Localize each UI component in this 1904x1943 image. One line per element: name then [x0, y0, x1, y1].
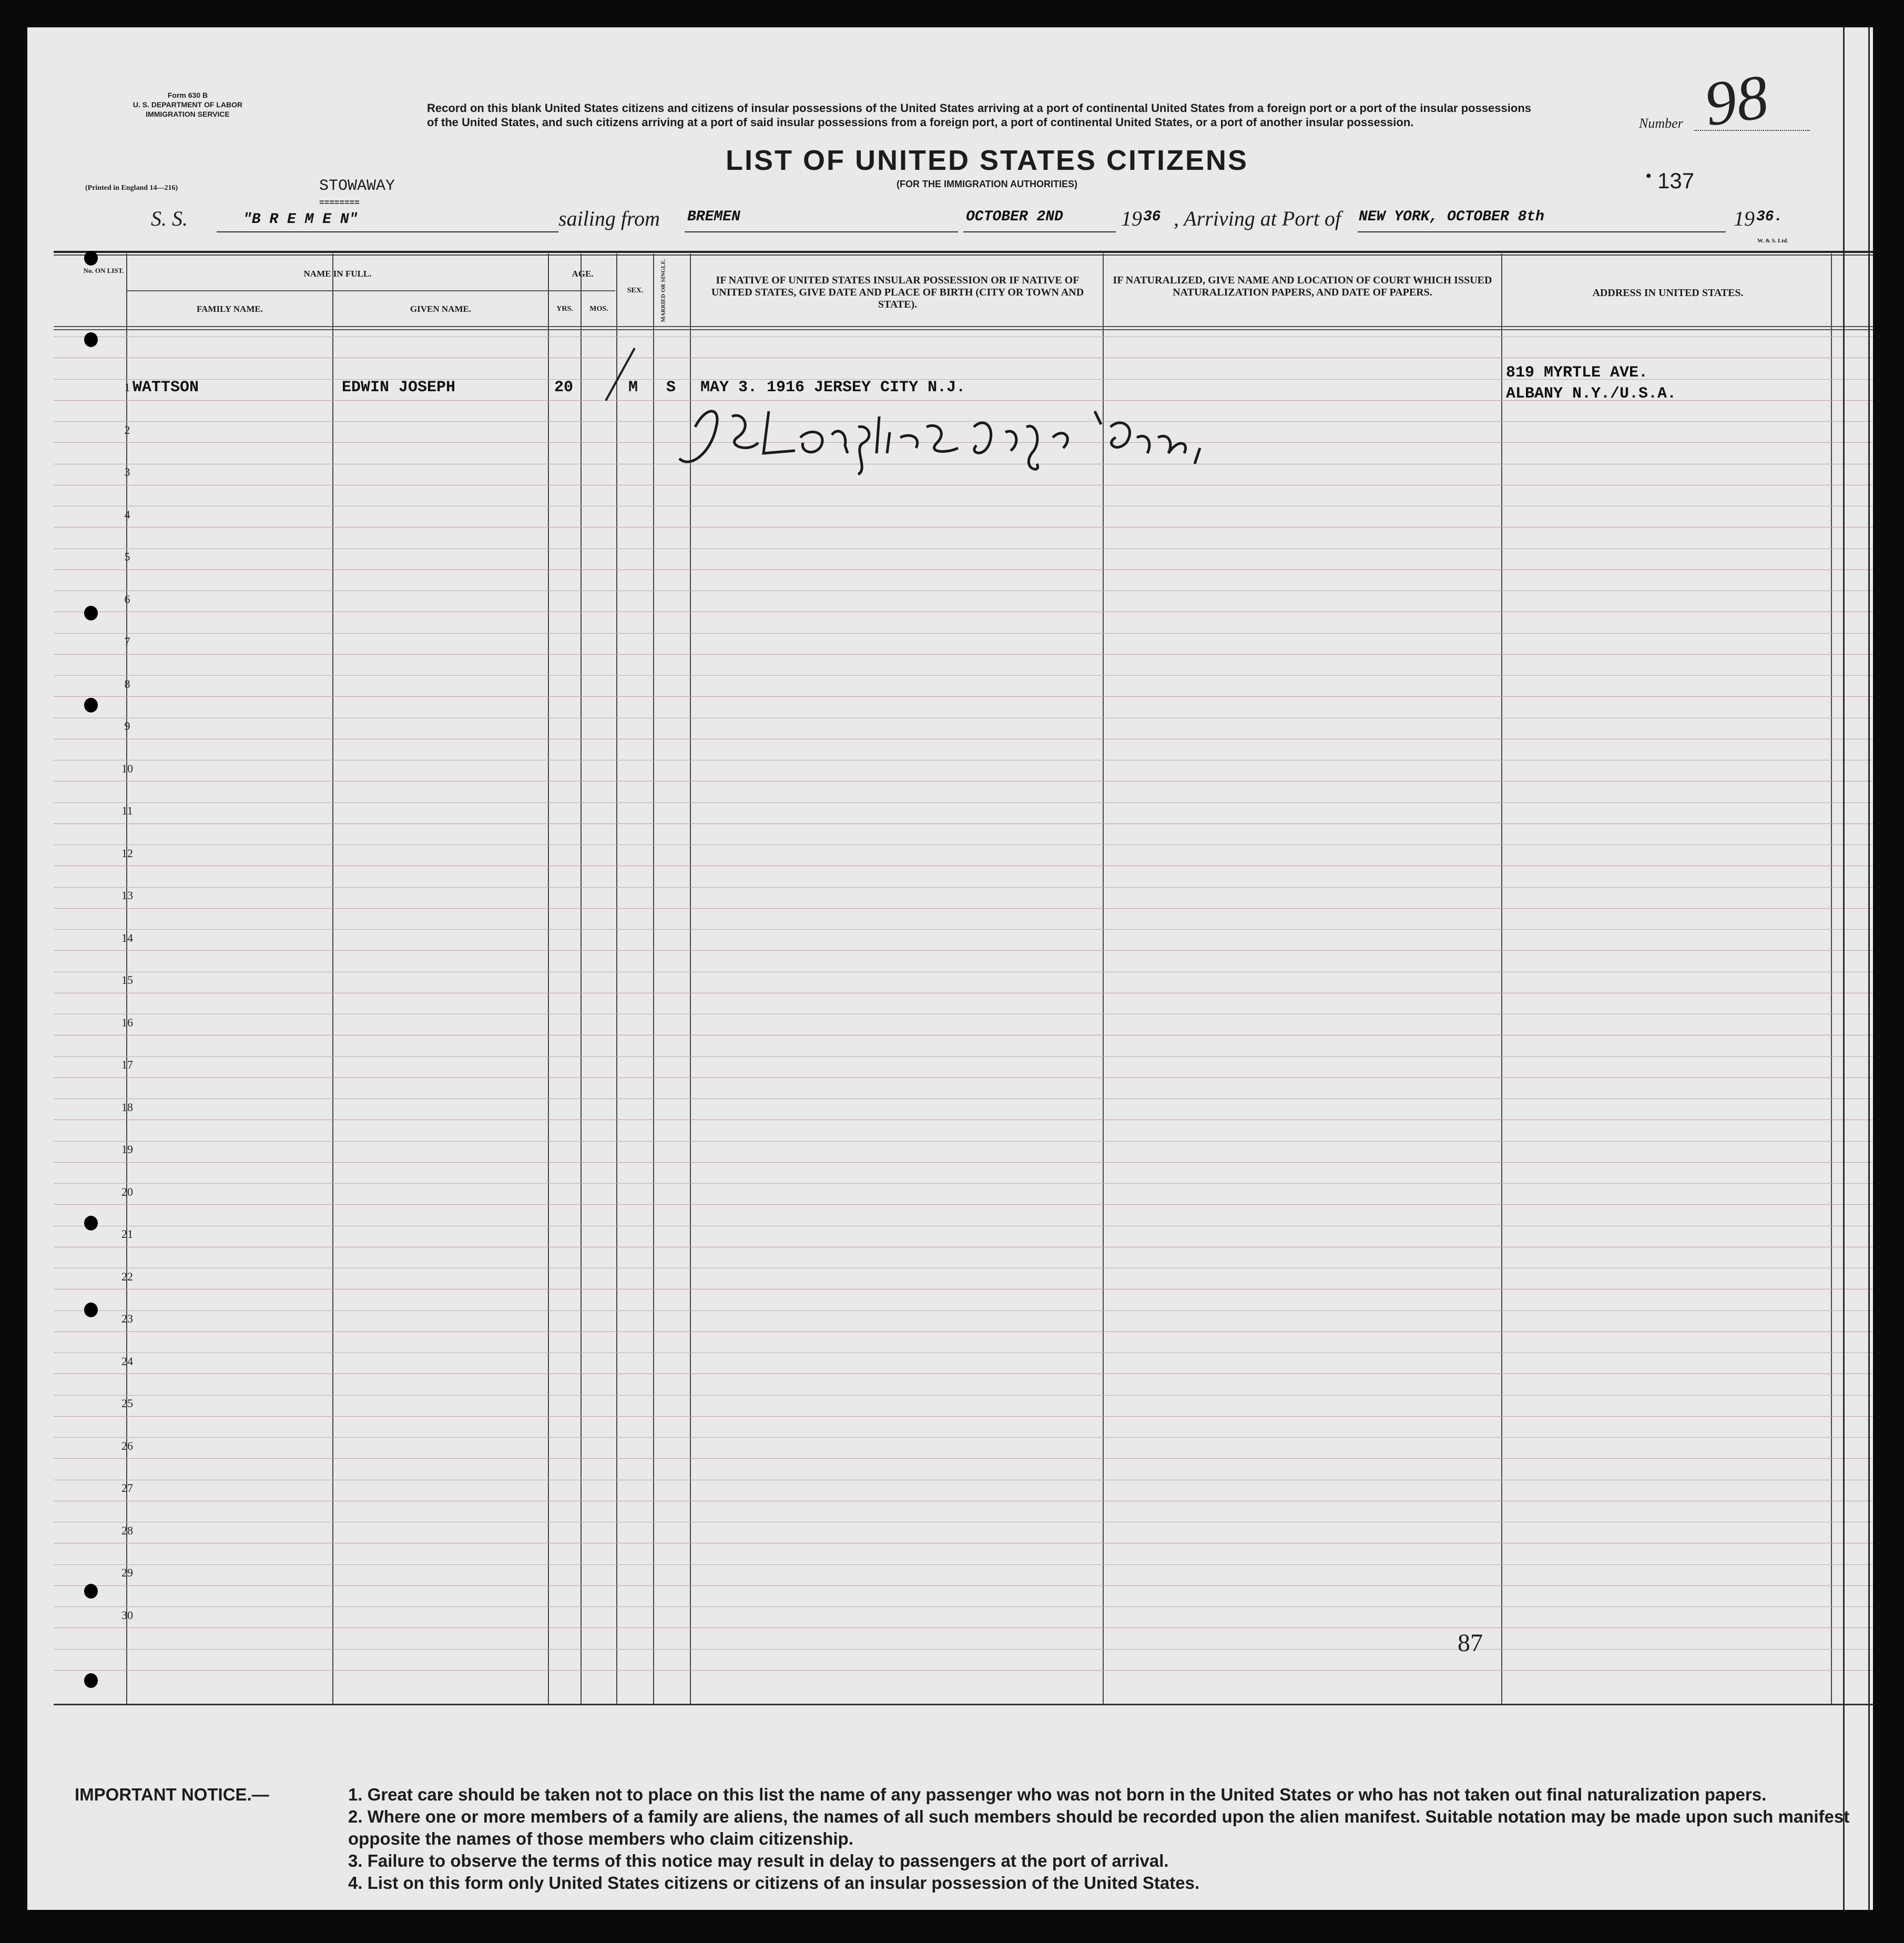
- row-rule: [54, 1183, 1873, 1184]
- arriving-label: , Arriving at Port of: [1174, 207, 1341, 230]
- entry-sex: M: [628, 379, 638, 396]
- header-name-in-full: NAME IN FULL.: [303, 269, 372, 279]
- row-rule: [54, 802, 1873, 803]
- row-number: 28: [121, 1523, 133, 1537]
- row-number: 25: [121, 1397, 133, 1410]
- row-number: 11: [121, 804, 133, 817]
- row-number: 18: [121, 1100, 133, 1114]
- row-rule: [54, 569, 1873, 570]
- header-yrs: YRS.: [556, 305, 573, 313]
- row-number: 16: [121, 1015, 133, 1029]
- row-rule: [54, 675, 1873, 676]
- entry-given-name: EDWIN JOSEPH: [342, 379, 456, 396]
- arr-year: 36.: [1756, 209, 1783, 225]
- binder-hole: [84, 332, 98, 347]
- manifest-sheet: [27, 27, 1873, 1910]
- entry-marital: S: [666, 379, 676, 396]
- col-line: [1501, 253, 1502, 1705]
- col-line: [616, 253, 617, 1705]
- header-address: ADDRESS IN UNITED STATES.: [1592, 287, 1744, 299]
- row-number: 10: [121, 761, 133, 775]
- row-rule: [54, 1458, 1873, 1459]
- arr-year-prefix: 19: [1734, 207, 1755, 230]
- row-rule: [54, 1395, 1873, 1396]
- page-subtitle: (FOR THE IMMIGRATION AUTHORITIES): [897, 179, 1077, 189]
- binder-hole: [84, 1673, 98, 1688]
- row-rule: [54, 823, 1873, 824]
- page-title: LIST OF UNITED STATES CITIZENS: [726, 145, 1248, 176]
- binder-hole: [84, 1216, 98, 1230]
- row-rule: [54, 1077, 1873, 1078]
- entry-age-yrs: 20: [554, 379, 574, 396]
- header-family-name: FAMILY NAME.: [197, 304, 263, 314]
- entry-family-name: WATTSON: [133, 379, 199, 396]
- row-number: 6: [124, 592, 130, 606]
- row-number: 24: [121, 1354, 133, 1368]
- header-sex: SEX.: [627, 287, 644, 294]
- ss-label: S. S.: [151, 207, 188, 230]
- row-number: 17: [121, 1058, 133, 1071]
- row-number: 29: [121, 1566, 133, 1579]
- dep-year-prefix: 19: [1121, 207, 1142, 230]
- header-native: IF NATIVE OF UNITED STATES INSULAR POSSESSION OR IF NATIVE OF UNITED STATES, GIVE DATE AND PLACE OF BIRTH (CITY OR TOWN AND STATE).: [711, 274, 1084, 310]
- row-number: 7: [124, 635, 130, 648]
- inspector-signature: [674, 395, 1253, 480]
- entry-address-line1: 819 MYRTLE AVE.: [1506, 364, 1648, 382]
- row-rule: [54, 1162, 1873, 1163]
- row-number: 2: [124, 423, 130, 436]
- header-split-line: [126, 290, 615, 291]
- col-line: [1831, 253, 1832, 1705]
- row-rule: [54, 548, 1873, 549]
- row-number: 4: [124, 507, 130, 521]
- row-rule: [54, 1204, 1873, 1205]
- notice-item-1: 1. Great care should be taken not to place on this list the name of any passenger who was not born in the United States or who has not taken out final naturalization papers.: [348, 1785, 1767, 1804]
- row-rule: [54, 654, 1873, 655]
- header-bottom-line-2: [54, 329, 1873, 330]
- row-rule: [54, 1564, 1873, 1565]
- row-rule: [54, 1649, 1873, 1650]
- entry-address-line2: ALBANY N.Y./U.S.A.: [1506, 385, 1677, 403]
- notice-item-4: 4. List on this form only United States citizens or citizens of an insular possession of the United States.: [348, 1873, 1200, 1893]
- header-age: AGE.: [572, 269, 594, 279]
- printed-note: (Printed in England 14—216): [85, 184, 178, 192]
- binder-hole: [84, 1584, 98, 1599]
- row-number: 22: [121, 1269, 133, 1283]
- header-given-name: GIVEN NAME.: [410, 304, 472, 314]
- row-rule: [54, 929, 1873, 930]
- form-info: [90, 90, 285, 119]
- header-naturalized: IF NATURALIZED, GIVE NAME AND LOCATION OF COURT WHICH ISSUED NATURALIZATION PAPERS, AND DATE OF PAPERS.: [1113, 274, 1492, 298]
- row-rule: [54, 1437, 1873, 1438]
- stowaway-underline: ========: [319, 198, 360, 208]
- header-bottom-line: [54, 326, 1873, 327]
- row-rule: [54, 1331, 1873, 1332]
- row-number: 19: [121, 1143, 133, 1156]
- col-line: [581, 253, 582, 1705]
- header-mos: MOS.: [589, 305, 608, 313]
- row-rule: [54, 887, 1873, 888]
- row-rule: [54, 950, 1873, 951]
- row-rule: [54, 1056, 1873, 1057]
- notice-item-3: 3. Failure to observe the terms of this notice may result in delay to passengers at the port of arrival.: [348, 1851, 1169, 1870]
- row-number: 12: [121, 846, 133, 860]
- col-line: [548, 253, 549, 1705]
- binder-hole: [84, 606, 98, 620]
- table-bottom-border: [54, 1704, 1873, 1705]
- sailing-label: sailing from: [558, 207, 660, 230]
- row-rule: [54, 1141, 1873, 1142]
- row-number: 27: [121, 1481, 133, 1494]
- binder-hole: [84, 1303, 98, 1317]
- header-no-on-list: No. ON LIST.: [83, 267, 124, 274]
- list-number: 137: [1657, 168, 1695, 193]
- row-rule: [54, 1670, 1873, 1671]
- row-rule: [54, 1606, 1873, 1607]
- sheet-edge: [1843, 27, 1870, 1910]
- row-number: 9: [124, 719, 130, 733]
- row-number: 14: [121, 931, 133, 944]
- from-port: BREMEN: [687, 209, 740, 225]
- row-number: 15: [121, 973, 133, 986]
- number-label: Number: [1639, 116, 1683, 131]
- entry-birth: MAY 3. 1916 JERSEY CITY N.J.: [700, 379, 966, 396]
- header-married-single: MARRIED OR SINGLE.: [660, 259, 667, 322]
- table-top-border-2: [54, 255, 1873, 256]
- row-number: 3: [124, 465, 130, 479]
- row-number: 5: [124, 550, 130, 563]
- row-rule: [54, 1352, 1873, 1353]
- binder-hole: [84, 698, 98, 713]
- row-rule: [54, 1585, 1873, 1586]
- list-mark: •: [1646, 167, 1652, 185]
- row-number: 20: [121, 1185, 133, 1198]
- departure-date: OCTOBER 2ND: [966, 209, 1063, 225]
- ws-ltd: W. & S. Ltd.: [1757, 238, 1788, 244]
- arrival-port-date: NEW YORK, OCTOBER 8th: [1359, 209, 1544, 225]
- col-line: [332, 253, 333, 1705]
- ship-name: "B R E M E N": [243, 211, 358, 228]
- table-top-border: [54, 251, 1873, 253]
- row-number: 13: [121, 889, 133, 902]
- check-mark: [595, 343, 643, 406]
- row-rule: [54, 633, 1873, 634]
- row-number: 30: [121, 1608, 133, 1622]
- row-number: 23: [121, 1312, 133, 1325]
- row-rule: [54, 1416, 1873, 1417]
- stowaway-stamp: STOWAWAY: [319, 177, 395, 195]
- row-rule: [54, 696, 1873, 697]
- col-line: [653, 253, 654, 1705]
- binder-hole: [84, 251, 98, 266]
- row-rule: [54, 908, 1873, 909]
- notice-item-2: 2. Where one or more members of a family are aliens, the names of all such members should be recorded upon the alien manifest. Suitable notation may be made upon such manifest opposite the names of those members who claim citizenship.: [348, 1807, 1850, 1848]
- row-rule: [54, 1627, 1873, 1628]
- page-number: 87: [1458, 1629, 1483, 1657]
- number-value: 98: [1700, 61, 1773, 139]
- row-rule: [54, 1310, 1873, 1311]
- dep-year: 36: [1143, 209, 1161, 225]
- department: U. S. DEPARTMENT OF LABOR: [133, 100, 243, 109]
- notice-label: IMPORTANT NOTICE.—: [75, 1785, 269, 1804]
- service: IMMIGRATION SERVICE: [146, 110, 230, 118]
- record-note: Record on this blank United States citizens and citizens of insular possessions of the United States arriving at a port of continental United States from a foreign port or a port of the insular possessions of the United States, and such citizens arriving at a port of said insular possessions from a foreign port, a port of continental United States, or a port of another insular possession.: [427, 101, 1531, 129]
- form-number: Form 630 B: [167, 91, 208, 99]
- row-number: 8: [124, 677, 130, 690]
- row-number: 21: [121, 1227, 133, 1240]
- row-rule: [54, 1098, 1873, 1099]
- row-number: 26: [121, 1439, 133, 1452]
- row-number: 1: [124, 381, 130, 394]
